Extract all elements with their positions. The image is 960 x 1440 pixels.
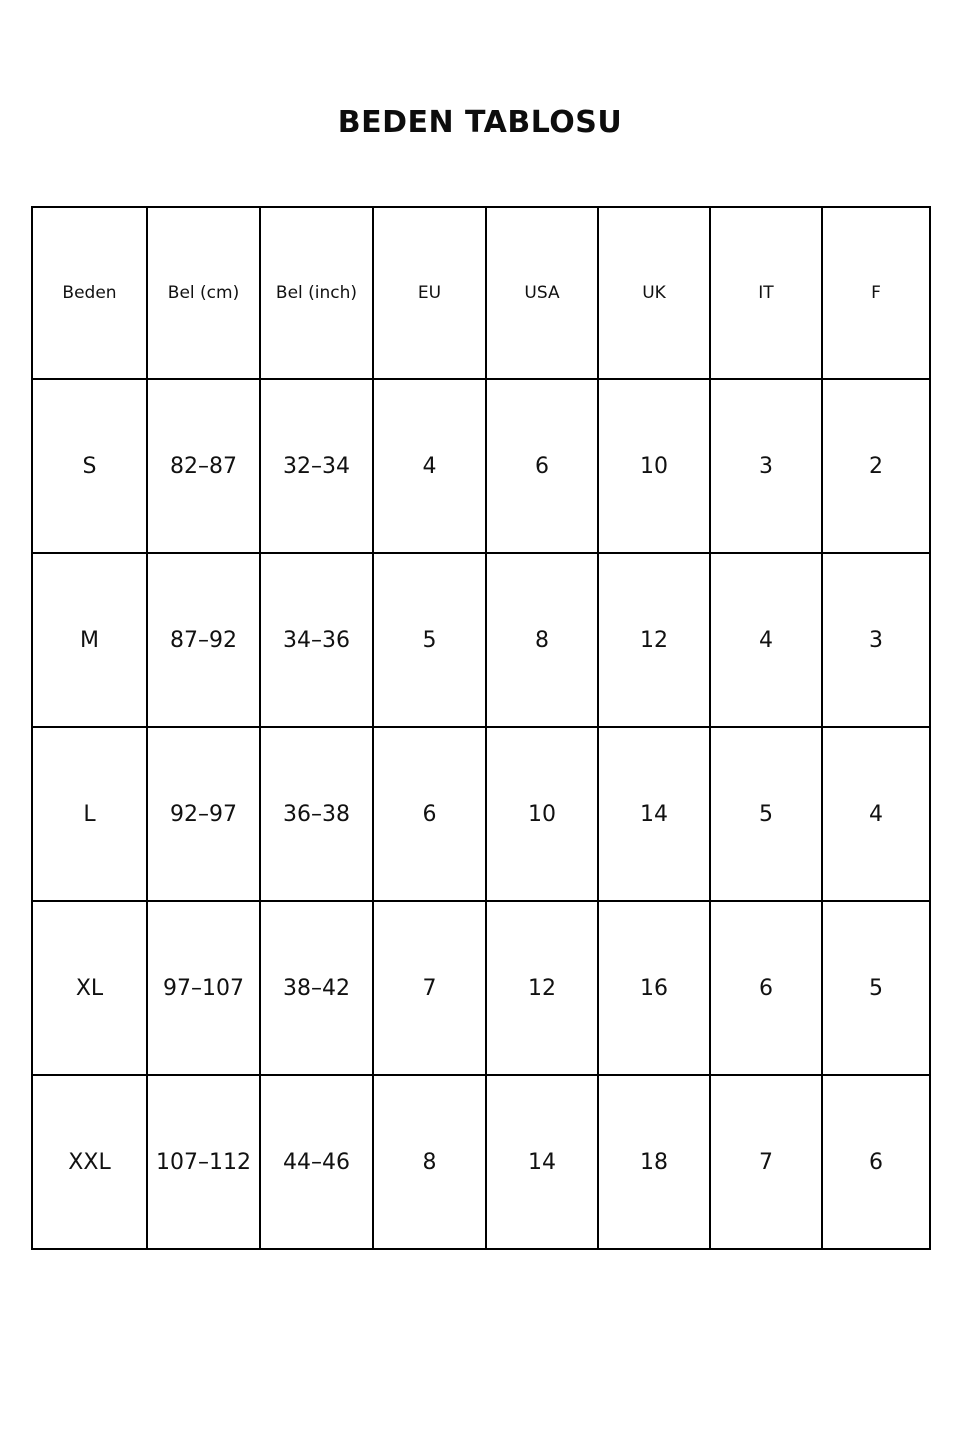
table-row: [32, 553, 930, 727]
cell-waist-cm: 92–97: [147, 727, 260, 901]
cell-waist-cm: 82–87: [147, 379, 260, 553]
cell-f: 4: [822, 727, 930, 901]
cell-usa: 6: [486, 379, 598, 553]
cell-uk: 16: [598, 901, 710, 1075]
cell-size: S: [32, 379, 147, 553]
page-title: BEDEN TABLOSU: [337, 105, 623, 140]
cell-eu: 7: [373, 901, 486, 1075]
cell-eu: 6: [373, 727, 486, 901]
column-header-beden: Beden: [32, 207, 147, 379]
cell-it: 3: [710, 379, 822, 553]
cell-waist-cm: 87–92: [147, 553, 260, 727]
cell-f: 3: [822, 553, 930, 727]
cell-uk: 10: [598, 379, 710, 553]
column-header-bel-cm: Bel (cm): [147, 207, 260, 379]
cell-usa: 8: [486, 553, 598, 727]
table-row: [32, 901, 930, 1075]
table-header-row: [32, 207, 930, 379]
cell-waist-inch: 32–34: [260, 379, 373, 553]
cell-usa: 10: [486, 727, 598, 901]
table-body: [32, 379, 930, 1249]
cell-eu: 8: [373, 1075, 486, 1249]
cell-waist-cm: 97–107: [147, 901, 260, 1075]
cell-size: L: [32, 727, 147, 901]
cell-usa: 14: [486, 1075, 598, 1249]
column-header-it: IT: [710, 207, 822, 379]
cell-it: 4: [710, 553, 822, 727]
cell-waist-inch: 34–36: [260, 553, 373, 727]
cell-usa: 12: [486, 901, 598, 1075]
table-row: [32, 1075, 930, 1249]
cell-waist-inch: 44–46: [260, 1075, 373, 1249]
cell-waist-inch: 38–42: [260, 901, 373, 1075]
cell-size: M: [32, 553, 147, 727]
cell-uk: 12: [598, 553, 710, 727]
column-header-f: F: [822, 207, 930, 379]
cell-size: XXL: [32, 1075, 147, 1249]
cell-eu: 4: [373, 379, 486, 553]
cell-it: 5: [710, 727, 822, 901]
size-table: [31, 206, 931, 1250]
cell-size: XL: [32, 901, 147, 1075]
cell-f: 5: [822, 901, 930, 1075]
cell-f: 2: [822, 379, 930, 553]
cell-it: 6: [710, 901, 822, 1075]
column-header-eu: EU: [373, 207, 486, 379]
table-header: [32, 207, 930, 379]
column-header-uk: UK: [598, 207, 710, 379]
cell-it: 7: [710, 1075, 822, 1249]
column-header-usa: USA: [486, 207, 598, 379]
cell-uk: 18: [598, 1075, 710, 1249]
cell-eu: 5: [373, 553, 486, 727]
cell-waist-cm: 107–112: [147, 1075, 260, 1249]
table-row: [32, 379, 930, 553]
table-row: [32, 727, 930, 901]
cell-f: 6: [822, 1075, 930, 1249]
size-table-container: [31, 206, 929, 1250]
cell-uk: 14: [598, 727, 710, 901]
column-header-bel-inch: Bel (inch): [260, 207, 373, 379]
cell-waist-inch: 36–38: [260, 727, 373, 901]
